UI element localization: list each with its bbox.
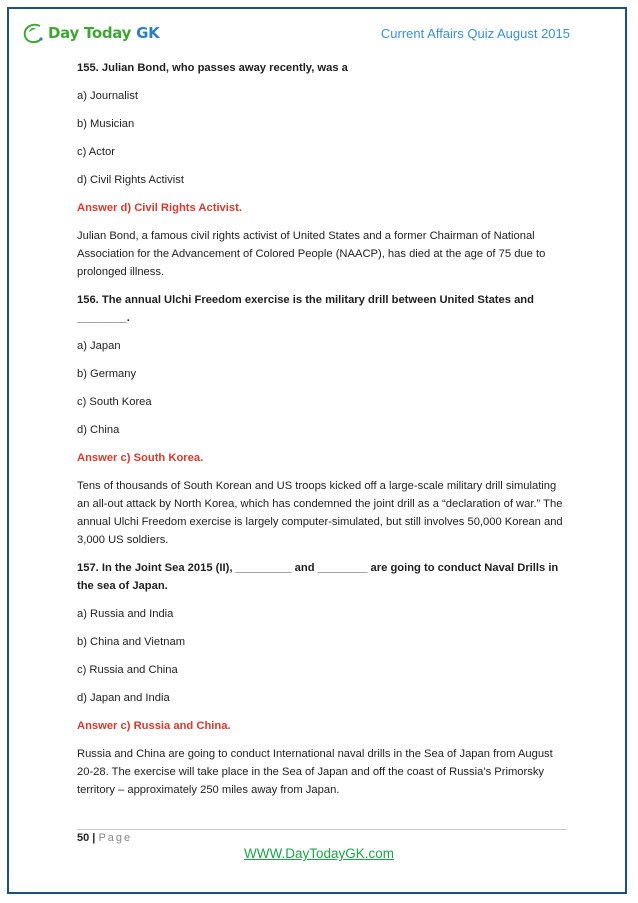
answer-text: Answer c) Russia and China. bbox=[77, 720, 231, 732]
explanation-text: Russia and China are going to conduct International naval drills in the Sea of Japan from August 20-28. The exercise will take place in the Sea of Japan and off the coast of Russia’s Primorsky territory – approximately 250 miles away from Japan. bbox=[77, 748, 553, 796]
website-link[interactable]: WWW.DayTodayGK.com bbox=[243, 846, 395, 861]
page-number-value: 50 bbox=[77, 832, 90, 844]
question-text: 157. In the Joint Sea 2015 (II), _________ and ________ are going to conduct Naval Drills in the sea of Japan. bbox=[77, 562, 559, 592]
option-b: b) Germany bbox=[77, 368, 137, 380]
header-title: Current Affairs Quiz August 2015 bbox=[380, 26, 570, 41]
option-a: a) Journalist bbox=[77, 90, 138, 102]
page-word: Page bbox=[98, 832, 133, 844]
answer-text: Answer c) South Korea. bbox=[77, 452, 204, 464]
logo-text bbox=[48, 24, 159, 42]
option-d: d) China bbox=[77, 424, 120, 436]
option-a: a) Japan bbox=[77, 340, 121, 352]
logo-gk: GK bbox=[136, 24, 160, 42]
site-logo bbox=[20, 20, 159, 46]
page-separator: | bbox=[89, 832, 99, 844]
option-b: b) Musician bbox=[77, 118, 135, 130]
footer-divider bbox=[77, 829, 567, 830]
answer-text: Answer d) Civil Rights Activist. bbox=[77, 202, 242, 214]
explanation-text: Tens of thousands of South Korean and US troops kicked off a large-scale military drill simulating an all-out attack by North Korea, which has condemned the joint drill as a “declaration of war.” The annual Ulchi Freedom exercise is largely computer-simulated, but still involves 50,000 Korean and 3,000 US soldiers. bbox=[77, 480, 563, 546]
question-text: 155. Julian Bond, who passes away recently, was a bbox=[77, 62, 348, 74]
question-block bbox=[77, 559, 567, 799]
question-block bbox=[77, 291, 567, 549]
explanation-text: Julian Bond, a famous civil rights activist of United States and a former Chairman of National Association for the Advancement of Colored People (NAACP), has died at the age of 75 due to prolonged illness. bbox=[77, 230, 546, 278]
question-text: 156. The annual Ulchi Freedom exercise is the military drill between United States and ________. bbox=[77, 294, 534, 324]
logo-day: Day Today bbox=[48, 24, 137, 42]
page-header bbox=[20, 20, 570, 50]
question-block bbox=[77, 59, 567, 281]
option-b: b) China and Vietnam bbox=[77, 636, 186, 648]
option-d: d) Japan and India bbox=[77, 692, 170, 704]
option-c: c) Actor bbox=[77, 146, 115, 158]
option-c: c) Russia and China bbox=[77, 664, 178, 676]
option-a: a) Russia and India bbox=[77, 608, 174, 620]
option-c: c) South Korea bbox=[77, 396, 152, 408]
leaf-swirl-icon bbox=[20, 20, 46, 46]
page-number bbox=[77, 832, 132, 844]
quiz-content bbox=[77, 59, 567, 809]
option-d: d) Civil Rights Activist bbox=[77, 174, 184, 186]
